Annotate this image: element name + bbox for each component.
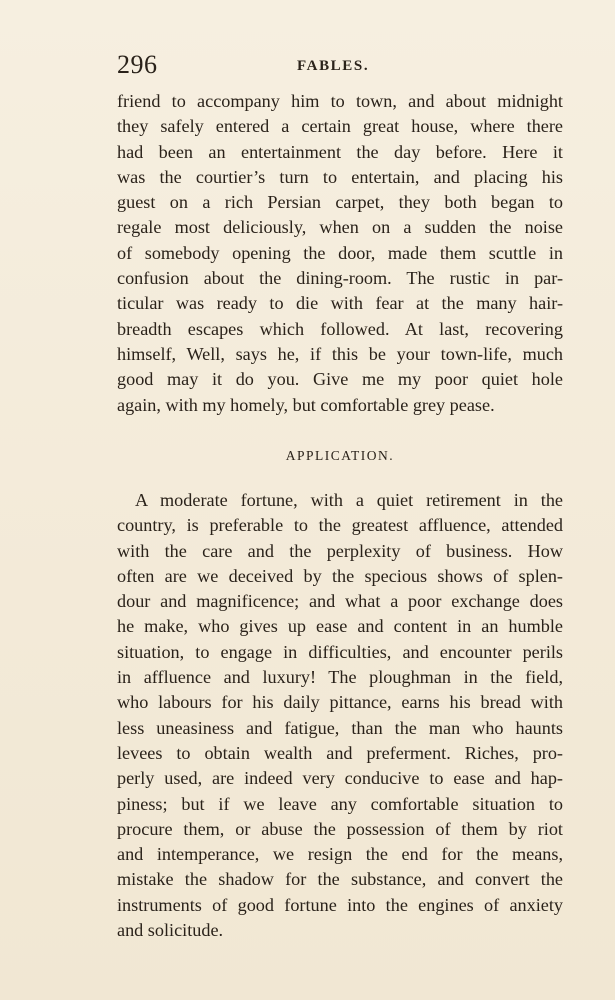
running-title: FABLES. [297, 58, 370, 74]
application-line: and solicitude. [117, 920, 224, 941]
application-line: dour and magnificence; and what a poor exchange does [117, 591, 563, 612]
story-line: good may it do you. Give me my poor quiet hole [117, 369, 563, 390]
application-line: A moderate fortune, with a quiet retirement in the [135, 490, 563, 510]
story-line: ticular was ready to die with fear at the many hair- [117, 293, 563, 314]
application-line: who labours for his daily pittance, earns his bread with [117, 692, 563, 713]
story-line: friend to accompany him to town, and about midnight [117, 91, 563, 111]
story-line: was the courtier’s turn to entertain, and placing his [117, 166, 563, 187]
page-header [117, 50, 563, 80]
story-line: regale most deliciously, when on a sudden the noise [117, 217, 563, 238]
story-line: had been an entertainment the day before. Here it [117, 141, 563, 162]
page-number: 296 [117, 50, 158, 79]
application-line: with the care and the perplexity of business. How [117, 540, 563, 561]
application-line: instruments of good fortune into the engines of anxiety [117, 894, 563, 915]
story-line: himself, Well, says he, if this be your town-life, much [117, 343, 563, 364]
application-line: procure them, or abuse the possession of them by riot [117, 818, 563, 839]
application-line: situation, to engage in difficulties, and encounter perils [117, 641, 563, 662]
application-line: in affluence and luxury! The ploughman in the field, [117, 667, 563, 688]
story-line: breadth escapes which followed. At last, recovering [117, 318, 563, 339]
application-heading: APPLICATION. [285, 448, 395, 463]
story-line: confusion about the dining-room. The rustic in par- [117, 268, 563, 289]
application-line: and intemperance, we resign the end for the means, [117, 844, 563, 865]
application-line: often are we deceived by the specious shows of splen- [117, 565, 563, 586]
application-paragraph [117, 488, 563, 943]
story-line: guest on a rich Persian carpet, they both began to [117, 192, 563, 213]
story-line: of somebody opening the door, made them scuttle in [117, 242, 563, 263]
story-line: they safely entered a certain great house, where there [117, 116, 563, 137]
application-line: perly used, are indeed very conducive to ease and hap- [117, 768, 563, 789]
story-line: again, with my homely, but comfortable grey pease. [117, 394, 495, 415]
application-line: piness; but if we leave any comfortable situation to [117, 793, 563, 814]
application-line: mistake the shadow for the substance, and convert the [117, 869, 563, 890]
application-line: he make, who gives up ease and content in an humble [117, 616, 563, 637]
story-paragraph [117, 89, 563, 418]
application-line: country, is preferable to the greatest affluence, attended [117, 515, 563, 536]
application-line: less uneasiness and fatigue, than the man who haunts [117, 717, 563, 738]
application-line: levees to obtain wealth and preferment. Riches, pro- [117, 742, 563, 763]
